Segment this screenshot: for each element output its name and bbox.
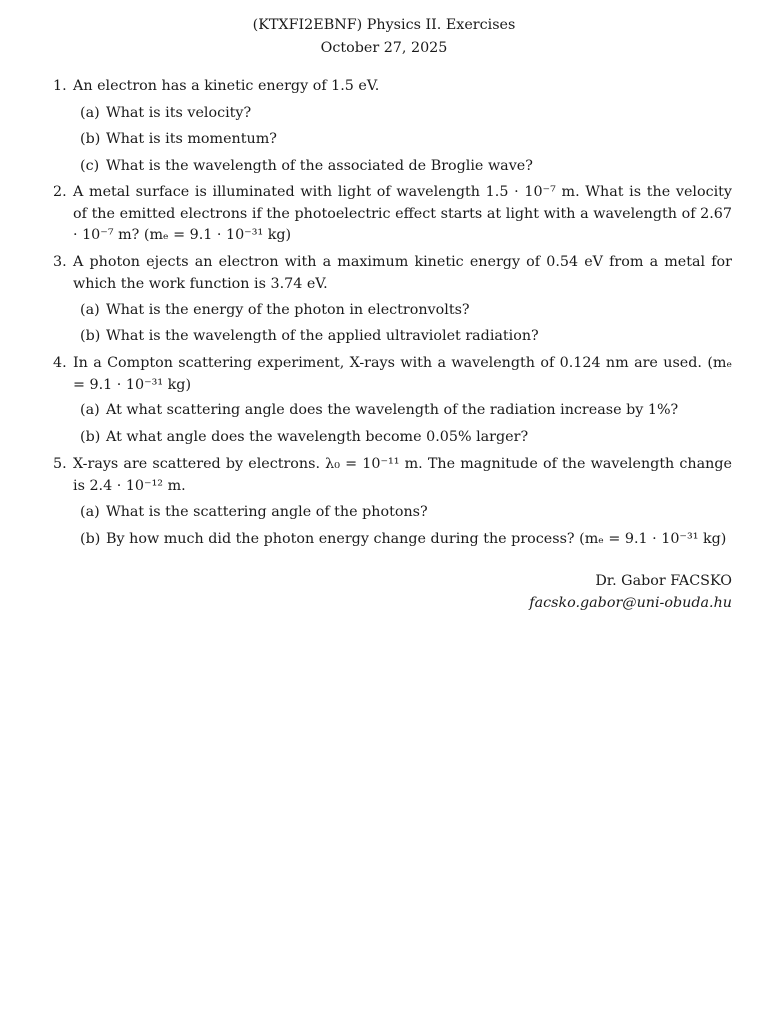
part-label: (b) — [80, 131, 101, 147]
part-label: (b) — [80, 531, 101, 547]
exercise-4-part-a — [80, 400, 732, 422]
exercise-1-part-a — [80, 103, 732, 125]
part-label: (a) — [80, 302, 100, 318]
part-text: By how much did the photon energy change during the process? (mₑ = 9.1 · 10⁻³¹ kg) — [106, 531, 727, 547]
part-label: (b) — [80, 429, 101, 445]
part-label: (a) — [80, 105, 100, 121]
part-text: What is its velocity? — [106, 105, 252, 121]
part-text: At what angle does the wavelength become 0.05% larger? — [106, 429, 529, 445]
exercise-text: An electron has a kinetic energy of 1.5 eV. — [73, 78, 380, 94]
exercise-4-part-b — [80, 427, 732, 449]
exercise-3 — [53, 252, 732, 295]
exercise-4 — [53, 353, 732, 396]
signature-block — [529, 570, 732, 614]
exercise-number: 4. — [53, 355, 67, 371]
exercise-2 — [53, 182, 732, 247]
exercise-number: 2. — [53, 184, 67, 200]
exercise-5-part-b — [80, 529, 732, 551]
part-text: What is the scattering angle of the photons? — [106, 504, 428, 520]
exercise-3-part-a — [80, 300, 732, 322]
part-label: (a) — [80, 402, 100, 418]
part-text: What is the wavelength of the associated de Broglie wave? — [106, 158, 533, 174]
part-text: What is its momentum? — [106, 131, 277, 147]
exercise-number: 1. — [53, 78, 67, 94]
exercise-1-part-c — [80, 156, 732, 178]
exercise-text: X-rays are scattered by electrons. λ₀ = 10⁻¹¹ m. The magnitude of the wavelength change is 2.4 · 10⁻¹² m. — [73, 456, 732, 494]
exercise-number: 3. — [53, 254, 67, 270]
document-header — [0, 14, 768, 60]
exercise-1 — [53, 76, 732, 98]
exercise-number: 5. — [53, 456, 67, 472]
exercise-5 — [53, 454, 732, 497]
exercise-3-part-b — [80, 326, 732, 348]
part-label: (a) — [80, 504, 100, 520]
exercise-text: A metal surface is illuminated with light of wavelength 1.5 · 10⁻⁷ m. What is the velocity of the emitted electrons if the photoelectric effect starts at light with a wavelength of 2.67 · 10⁻⁷ m? (mₑ = 9.1 · 10⁻³¹ kg) — [73, 184, 732, 243]
exercise-text: A photon ejects an electron with a maximum kinetic energy of 0.54 eV from a metal for which the work function is 3.74 eV. — [73, 254, 732, 292]
author-name: Dr. Gabor FACSKO — [595, 573, 732, 589]
exercise-text: In a Compton scattering experiment, X-rays with a wavelength of 0.124 nm are used. (mₑ = 9.1 · 10⁻³¹ kg) — [73, 355, 732, 393]
part-label: (c) — [80, 158, 100, 174]
part-text: At what scattering angle does the wavelength of the radiation increase by 1%? — [106, 402, 679, 418]
exercise-1-part-b — [80, 129, 732, 151]
part-text: What is the wavelength of the applied ultraviolet radiation? — [106, 328, 539, 344]
author-email[interactable]: facsko.gabor@uni-obuda.hu — [529, 595, 732, 611]
exercise-5-part-a — [80, 502, 732, 524]
document-title: (KTXFI2EBNF) Physics II. Exercises — [252, 17, 516, 33]
part-text: What is the energy of the photon in electronvolts? — [106, 302, 470, 318]
part-label: (b) — [80, 328, 101, 344]
document-date: October 27, 2025 — [320, 40, 448, 56]
